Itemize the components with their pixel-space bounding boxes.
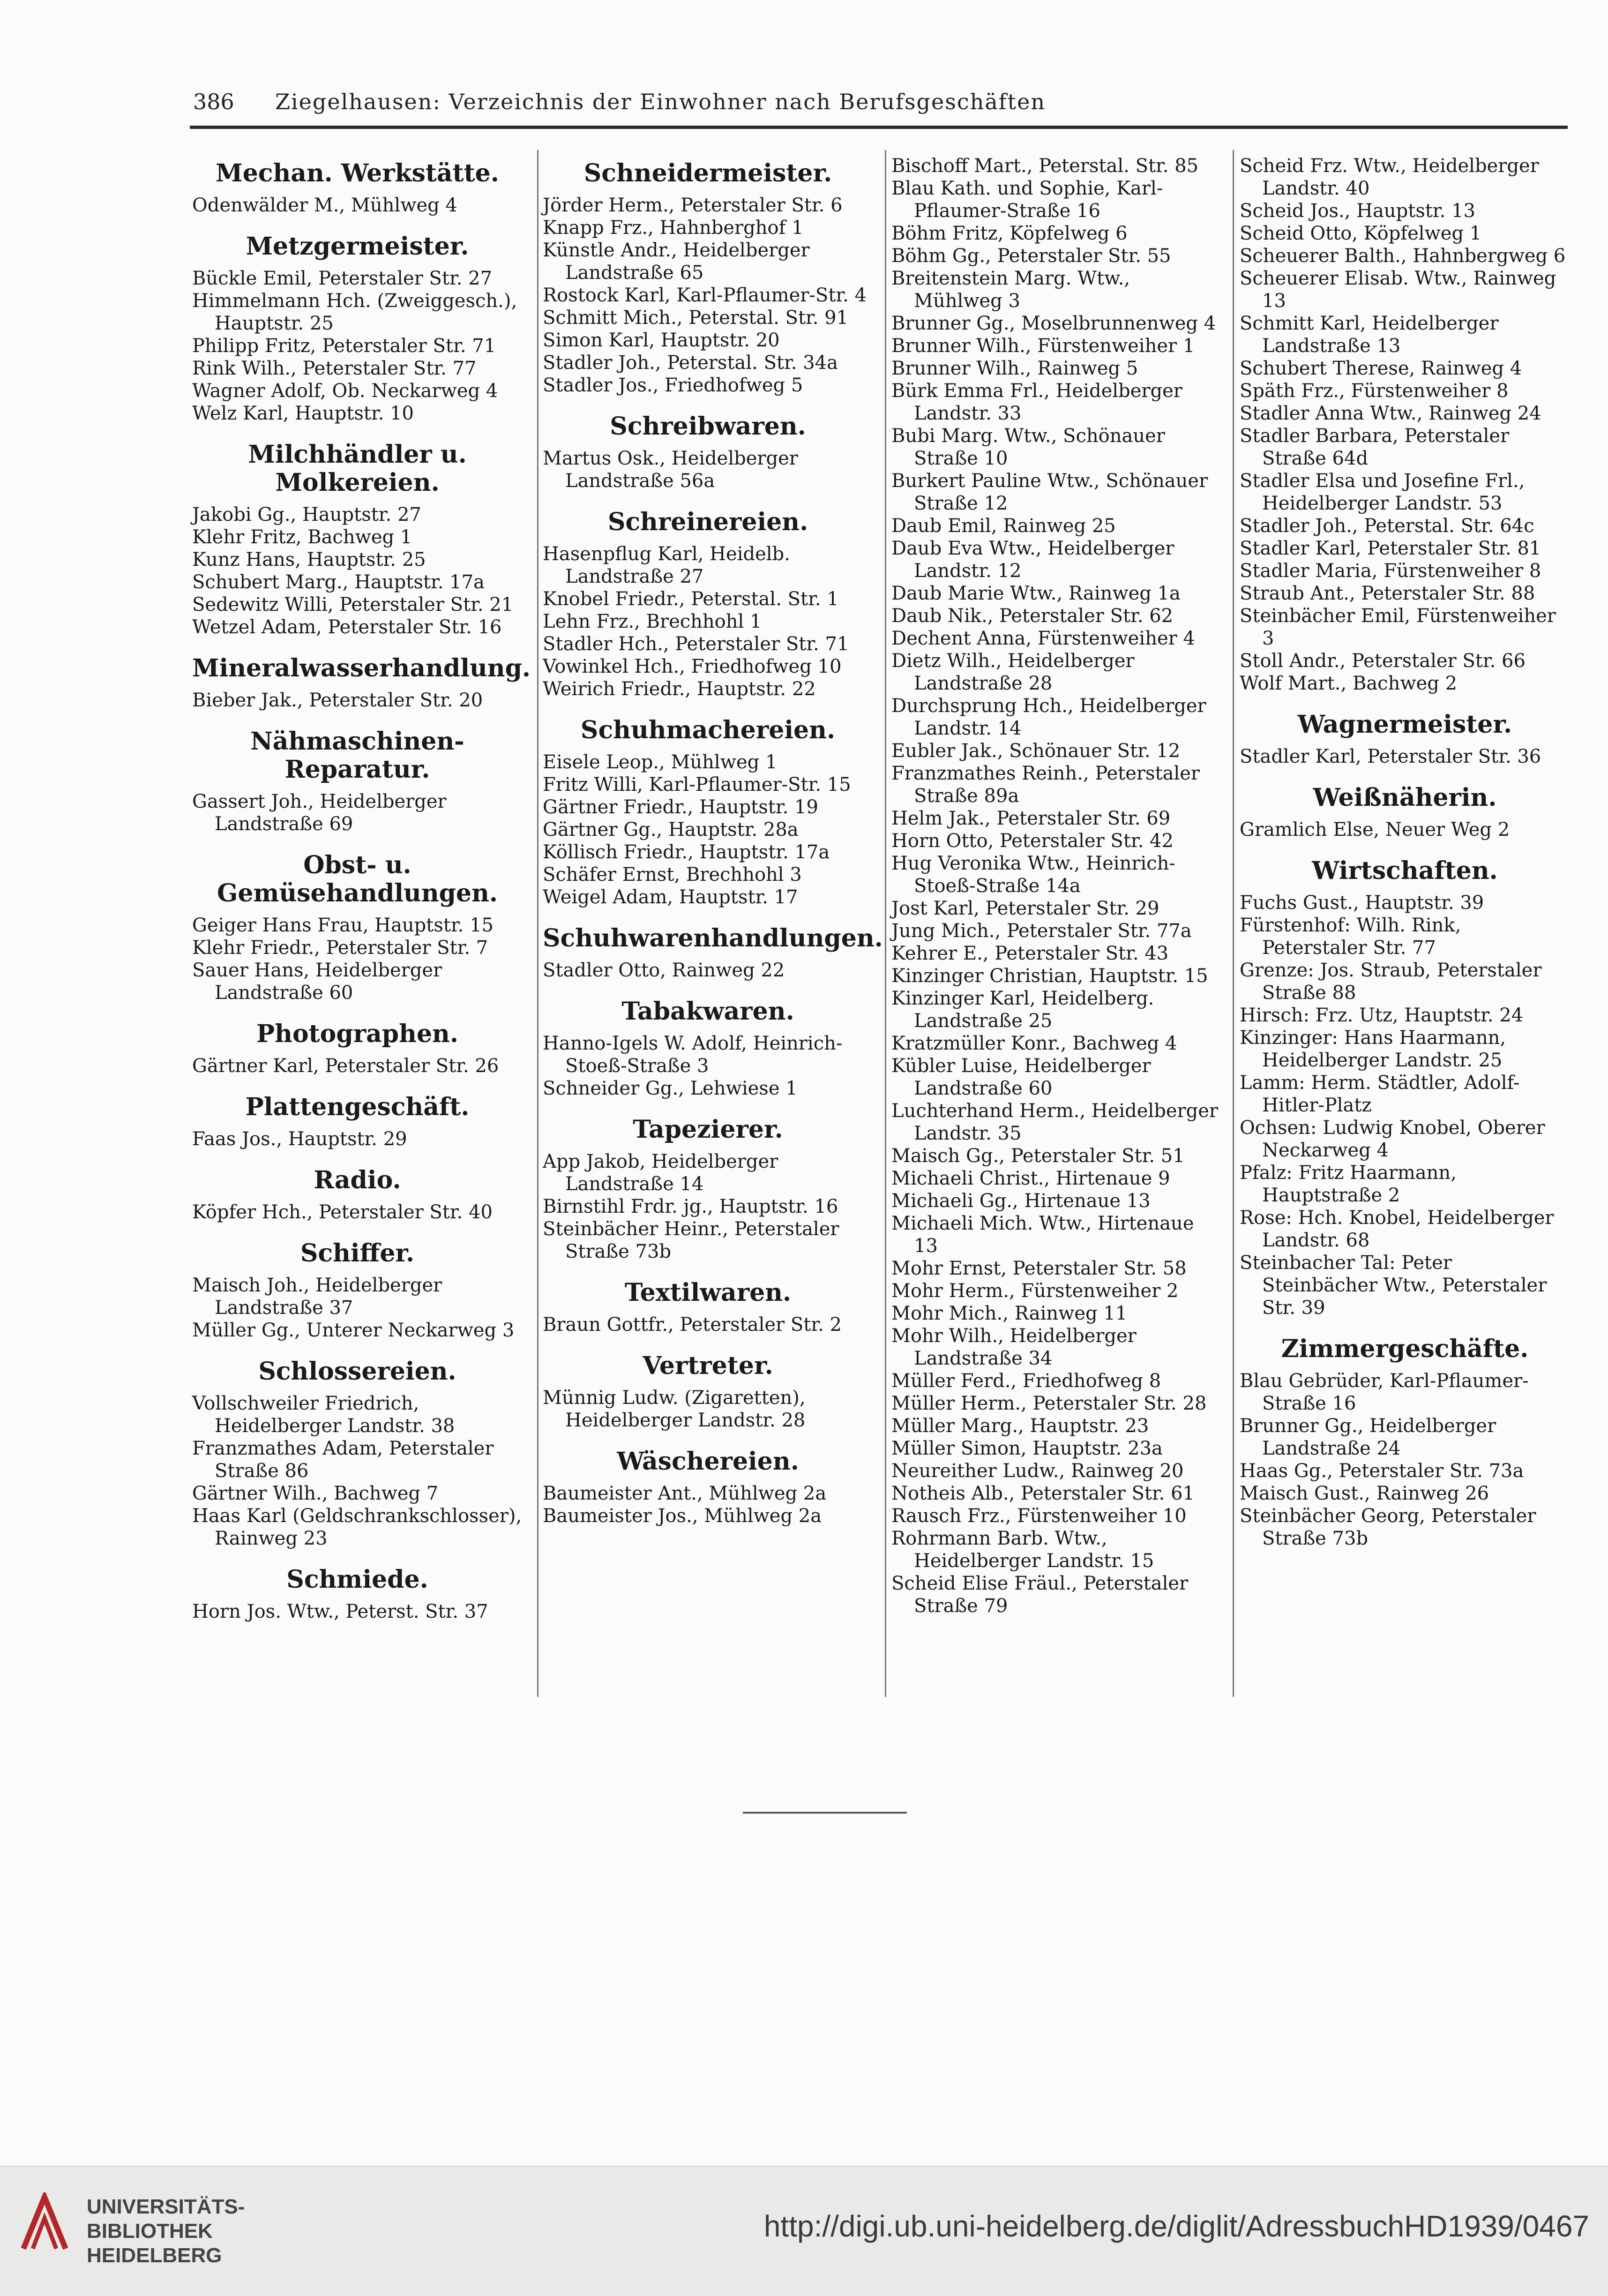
directory-entry: Jung Mich., Peterstaler Str. 77a <box>891 920 1192 942</box>
directory-entry: Stadler Karl, Peterstaler Str. 81 <box>1240 538 1541 559</box>
directory-entry: Straub Ant., Peterstaler Str. 88 <box>1240 583 1535 604</box>
section-title: Plattengeschäft. <box>245 1093 470 1121</box>
section-title: Radio. <box>314 1166 401 1194</box>
directory-entry: Bückle Emil, Peterstaler Str. 27 <box>192 268 493 289</box>
directory-entry: Sedewitz Willi, Peterstaler Str. 21 <box>192 594 514 615</box>
directory-entry: Brunner Gg., Moselbrunnenweg 4 <box>891 313 1216 334</box>
directory-section <box>543 413 873 492</box>
directory-section <box>543 716 873 908</box>
directory-entry: Knobel Friedr., Peterstal. Str. 1 <box>543 588 839 610</box>
directory-section <box>543 508 873 700</box>
directory-entry: Himmelmann Hch. (Zweiggesch.), Hauptstr. 25 <box>192 290 517 334</box>
directory-entry: Durchsprung Hch., Heidelberger Landstr. 14 <box>891 695 1206 739</box>
directory-entry: Simon Karl, Hauptstr. 20 <box>543 330 780 351</box>
library-footer <box>0 2166 1608 2296</box>
directory-section <box>192 1239 523 1342</box>
directory-entry: Stadler Anna Wtw., Rainweg 24 <box>1240 403 1541 424</box>
directory-column-2 <box>543 155 883 1527</box>
directory-entry: Birnstihl Frdr. jg., Hauptstr. 16 <box>543 1196 838 1217</box>
directory-section <box>543 1448 873 1527</box>
directory-entry: Stadler Maria, Fürstenweiher 8 <box>1240 560 1541 582</box>
section-title: Schmiede. <box>286 1565 428 1594</box>
directory-entry: Philipp Fritz, Peterstaler Str. 71 <box>192 335 496 357</box>
directory-section <box>543 159 873 397</box>
directory-entry: Dietz Wilh., Heidelberger Landstraße 28 <box>891 650 1135 694</box>
directory-entry: Brunner Wilh., Fürstenweiher 1 <box>891 335 1195 357</box>
page-title: Ziegelhausen: Verzeichnis der Einwohner nach Berufsgeschäften <box>275 89 1046 114</box>
directory-section <box>192 851 523 1004</box>
directory-entry: Rink Wilh., Peterstaler Str. 77 <box>192 358 477 379</box>
directory-entry: Rose: Hch. Knobel, Heidelberger Landstr. 68 <box>1240 1207 1554 1251</box>
directory-entry: Mohr Mich., Rainweg 11 <box>891 1303 1128 1324</box>
directory-entry: Hanno-Igels W. Adolf, Heinrich-Stoeß-Straße 3 <box>543 1033 843 1077</box>
directory-entry: Münnig Ludw. (Zigaretten), Heidelberger Landstr. 28 <box>543 1387 806 1431</box>
directory-entry: Müller Ferd., Friedhofweg 8 <box>891 1370 1161 1392</box>
directory-column-1 <box>192 155 531 1623</box>
directory-entry: Klehr Fritz, Bachweg 1 <box>192 526 412 548</box>
directory-entry: Braun Gottfr., Peterstaler Str. 2 <box>543 1314 842 1336</box>
directory-entry: Schmitt Mich., Peterstal. Str. 91 <box>543 307 849 329</box>
directory-entry: Brunner Gg., Heidelberger Landstraße 24 <box>1240 1415 1496 1459</box>
directory-entry: Mohr Herm., Fürstenweiher 2 <box>891 1280 1179 1302</box>
directory-entry: Müller Gg., Unterer Neckarweg 3 <box>192 1320 515 1341</box>
directory-entry: Rostock Karl, Karl-Pflaumer-Str. 4 <box>543 285 867 306</box>
directory-entry: Bischoff Mart., Peterstal. Str. 85 <box>891 155 1199 177</box>
directory-entry: Köllisch Friedr., Hauptstr. 17a <box>543 841 830 863</box>
section-title: Schlossereien. <box>258 1357 456 1386</box>
directory-entry: Maisch Gust., Rainweg 26 <box>1240 1483 1489 1504</box>
directory-entry: Stadler Elsa und Josefine Frl., Heidelberger Landstr. 53 <box>1240 470 1525 514</box>
section-title: Schreinereien. <box>607 508 808 536</box>
directory-entry: Daub Eva Wtw., Heidelberger Landstr. 12 <box>891 538 1174 582</box>
directory-entry: Sauer Hans, Heidelberger Landstraße 60 <box>192 960 442 1004</box>
directory-entry: Kinzinger: Hans Haarmann, Heidelberger Landstr. 25 <box>1240 1027 1506 1071</box>
directory-entry: Geiger Hans Frau, Hauptstr. 15 <box>192 915 494 936</box>
directory-entry: Jörder Herm., Peterstaler Str. 6 <box>543 195 843 216</box>
column-divider <box>537 150 538 1697</box>
directory-entry: Mohr Ernst, Peterstaler Str. 58 <box>891 1258 1187 1279</box>
directory-entry: Steinbächer Emil, Fürstenweiher 3 <box>1240 605 1556 649</box>
directory-entry: Neureither Ludw., Rainweg 20 <box>891 1460 1184 1482</box>
directory-entry: Grenze: Jos. Straub, Peterstaler Straße 88 <box>1240 960 1542 1004</box>
directory-section <box>1240 1335 1570 1550</box>
directory-entry: Weigel Adam, Hauptstr. 17 <box>543 886 798 908</box>
directory-entry: App Jakob, Heidelberger Landstraße 14 <box>543 1151 778 1195</box>
directory-entry: Kinzinger Karl, Heidelberg. Landstraße 25 <box>891 988 1154 1032</box>
directory-entry: Stadler Karl, Peterstaler Str. 36 <box>1240 746 1541 767</box>
directory-entry: Odenwälder M., Mühlweg 4 <box>192 195 457 216</box>
directory-section <box>192 728 523 835</box>
directory-section <box>543 1279 873 1336</box>
page-header <box>193 84 1571 122</box>
directory-entry: Fritz Willi, Karl-Pflaumer-Str. 15 <box>543 774 851 795</box>
directory-entry: Brunner Wilh., Rainweg 5 <box>891 358 1138 379</box>
directory-entry: Vowinkel Hch., Friedhofweg 10 <box>543 656 842 677</box>
column-divider <box>1233 150 1234 1697</box>
section-title: Schneidermeister. <box>583 159 832 188</box>
directory-section <box>891 155 1222 1617</box>
directory-entry: Michaeli Mich. Wtw., Hirtenaue 13 <box>891 1213 1194 1257</box>
directory-entry: Michaeli Christ., Hirtenaue 9 <box>891 1168 1170 1189</box>
directory-section <box>543 998 873 1100</box>
library-name <box>87 2195 245 2268</box>
directory-entry: Haas Gg., Peterstaler Str. 73a <box>1240 1460 1524 1482</box>
directory-entry: Vollschweiler Friedrich, Heidelberger Landstr. 38 <box>192 1393 455 1437</box>
directory-entry: Maisch Gg., Peterstaler Str. 51 <box>891 1145 1185 1167</box>
directory-section <box>1240 711 1570 768</box>
directory-section <box>1240 857 1570 1319</box>
directory-entry: Kunz Hans, Hauptstr. 25 <box>192 549 426 570</box>
directory-entry: Knapp Frz., Hahnberghof 1 <box>543 217 804 239</box>
directory-entry: Rausch Frz., Fürstenweiher 10 <box>891 1505 1187 1527</box>
directory-entry: Müller Marg., Hauptstr. 23 <box>891 1415 1149 1437</box>
directory-entry: Rohrmann Barb. Wtw., Heidelberger Landstr. 15 <box>891 1528 1154 1572</box>
directory-section <box>192 1166 523 1223</box>
section-title: Schuhmachereien. <box>580 716 836 744</box>
directory-entry: Bieber Jak., Peterstaler Str. 20 <box>192 690 483 711</box>
directory-entry: Weirich Friedr., Hauptstr. 22 <box>543 678 816 700</box>
directory-entry: Scheid Elise Fräul., Peterstaler Straße 79 <box>891 1573 1189 1617</box>
directory-entry: Böhm Gg., Peterstaler Str. 55 <box>891 245 1171 267</box>
section-title: Nähmaschinen-Reparatur. <box>250 727 464 784</box>
section-title: Vertreter. <box>643 1351 773 1380</box>
directory-entry: Scheuerer Balth., Hahnbergweg 6 <box>1240 245 1566 267</box>
directory-entry: Gramlich Else, Neuer Weg 2 <box>1240 819 1510 840</box>
directory-entry: Kehrer E., Peterstaler Str. 43 <box>891 943 1169 964</box>
directory-entry: Gärtner Gg., Hauptstr. 28a <box>543 819 799 840</box>
directory-entry: Dechent Anna, Fürstenweiher 4 <box>891 628 1195 649</box>
directory-entry: Gärtner Karl, Peterstaler Str. 26 <box>192 1055 499 1077</box>
directory-entry: Kinzinger Christian, Hauptstr. 15 <box>891 965 1208 987</box>
directory-entry: Stadler Barbara, Peterstaler Straße 64d <box>1240 425 1510 469</box>
directory-entry: Eisele Leop., Mühlweg 1 <box>543 751 778 773</box>
directory-section <box>192 1358 523 1550</box>
directory-entry: Franzmathes Reinh., Peterstaler Straße 89a <box>891 763 1200 807</box>
directory-entry: Pfalz: Fritz Haarmann, Hauptstraße 2 <box>1240 1162 1457 1206</box>
directory-entry: Schubert Therese, Rainweg 4 <box>1240 358 1522 379</box>
directory-entry: Fürstenhof: Wilh. Rink, Peterstaler Str. 77 <box>1240 915 1461 959</box>
section-title: Tapezierer. <box>633 1115 783 1144</box>
section-title: Obst- u. Gemüsehandlungen. <box>217 851 498 908</box>
library-logo-icon <box>19 2192 70 2253</box>
directory-entry: Lehn Frz., Brechhohl 1 <box>543 611 762 632</box>
library-name-line: HEIDELBERG <box>87 2244 222 2267</box>
directory-entry: Scheid Otto, Köpfelweg 1 <box>1240 223 1482 244</box>
directory-entry: Steinbächer Heinr., Peterstaler Straße 73b <box>543 1218 839 1262</box>
section-title: Wirtschaften. <box>1312 856 1498 885</box>
directory-section <box>192 1020 523 1077</box>
section-title: Tabakwaren. <box>621 997 794 1026</box>
directory-section <box>192 1093 523 1150</box>
directory-entry: Daub Emil, Rainweg 25 <box>891 515 1116 537</box>
section-title: Textilwaren. <box>624 1278 792 1307</box>
section-title: Mechan. Werkstätte. <box>216 159 499 188</box>
directory-entry: Wolf Mart., Bachweg 2 <box>1240 673 1458 694</box>
directory-section <box>192 159 523 217</box>
directory-entry: Luchterhand Herm., Heidelberger Landstr. 35 <box>891 1100 1219 1144</box>
directory-section <box>1240 784 1570 841</box>
directory-entry: Horn Otto, Peterstaler Str. 42 <box>891 830 1174 852</box>
directory-entry: Martus Osk., Heidelberger Landstraße 56a <box>543 448 798 492</box>
directory-entry: Jost Karl, Peterstaler Str. 29 <box>891 898 1159 919</box>
section-title: Metzgermeister. <box>246 232 469 261</box>
page-number: 386 <box>193 89 234 114</box>
directory-entry: Stoll Andr., Peterstaler Str. 66 <box>1240 650 1526 672</box>
directory-entry: Schneider Gg., Lehwiese 1 <box>543 1078 798 1099</box>
directory-entry: Kübler Luise, Heidelberger Landstraße 60 <box>891 1055 1151 1099</box>
directory-entry: Böhm Fritz, Köpfelweg 6 <box>891 223 1128 244</box>
directory-entry: Künstle Andr., Heidelberger Landstraße 65 <box>543 240 810 284</box>
permalink-url[interactable]: http://digi.ub.uni-heidelberg.de/diglit/AdressbuchHD1939/0467 <box>763 2209 1589 2243</box>
directory-entry: Stadler Joh., Peterstal. Str. 34a <box>543 352 838 374</box>
directory-entry: Stadler Jos., Friedhofweg 5 <box>543 375 803 396</box>
section-title: Photographen. <box>256 1020 458 1048</box>
directory-entry: Schmitt Karl, Heidelberger Landstraße 13 <box>1240 313 1499 357</box>
directory-entry: Horn Jos. Wtw., Peterst. Str. 37 <box>192 1601 488 1622</box>
directory-entry: Späth Frz., Fürstenweiher 8 <box>1240 380 1509 402</box>
directory-entry: Haas Karl (Geldschrankschlosser), Rainweg 23 <box>192 1505 522 1549</box>
directory-entry: Köpfer Hch., Peterstaler Str. 40 <box>192 1201 493 1223</box>
directory-entry: Müller Simon, Hauptstr. 23a <box>891 1438 1163 1459</box>
directory-entry: Scheid Jos., Hauptstr. 13 <box>1240 200 1475 222</box>
directory-entry: Gärtner Wilh., Bachweg 7 <box>192 1483 439 1504</box>
directory-entry: Jakobi Gg., Hauptstr. 27 <box>192 504 421 525</box>
section-title: Mineralwasserhandlung. <box>192 654 531 683</box>
directory-section <box>543 1352 873 1432</box>
directory-entry: Bürk Emma Frl., Heidelberger Landstr. 33 <box>891 380 1182 424</box>
section-title: Schuhwarenhandlungen. <box>543 924 883 953</box>
directory-entry: Daub Marie Wtw., Rainweg 1a <box>891 583 1181 604</box>
directory-entry: Klehr Friedr., Peterstaler Str. 7 <box>192 937 488 959</box>
directory-entry: Ochsen: Ludwig Knobel, Oberer Neckarweg 4 <box>1240 1117 1545 1161</box>
directory-entry: Hasenpflug Karl, Heidelb. Landstraße 27 <box>543 543 790 587</box>
directory-entry: Daub Nik., Peterstaler Str. 62 <box>891 605 1174 627</box>
directory-section <box>192 233 523 425</box>
directory-entry: Eubler Jak., Schönauer Str. 12 <box>891 740 1181 762</box>
directory-entry: Steinbacher Tal: Peter Steinbächer Wtw., Peterstaler Str. 39 <box>1240 1252 1547 1319</box>
directory-entry: Baumeister Ant., Mühlweg 2a <box>543 1483 827 1504</box>
directory-entry: Scheuerer Elisab. Wtw., Rainweg 13 <box>1240 268 1556 312</box>
directory-entry: Müller Herm., Peterstaler Str. 28 <box>891 1393 1207 1414</box>
section-title: Schreibwaren. <box>610 412 806 441</box>
directory-entry: Stadler Joh., Peterstal. Str. 64c <box>1240 515 1534 537</box>
directory-entry: Burkert Pauline Wtw., Schönauer Straße 12 <box>891 470 1208 514</box>
directory-section <box>1240 155 1570 695</box>
directory-entry: Gärtner Friedr., Hauptstr. 19 <box>543 796 818 818</box>
directory-column-4 <box>1240 155 1570 1550</box>
end-rule <box>743 1812 907 1814</box>
directory-entry: Hirsch: Frz. Utz, Hauptstr. 24 <box>1240 1005 1524 1026</box>
section-title: Schiffer. <box>300 1239 415 1268</box>
header-rule <box>190 126 1568 129</box>
directory-entry: Lamm: Herm. Städtler, Adolf-Hitler-Platz <box>1240 1072 1520 1116</box>
directory-entry: Hug Veronika Wtw., Heinrich-Stoeß-Straße 14a <box>891 853 1175 897</box>
directory-entry: Wetzel Adam, Peterstaler Str. 16 <box>192 616 502 638</box>
section-title: Wagnermeister. <box>1297 710 1512 739</box>
directory-entry: Stadler Hch., Peterstaler Str. 71 <box>543 633 849 655</box>
directory-entry: Blau Gebrüder, Karl-Pflaumer-Straße 16 <box>1240 1370 1529 1414</box>
library-name-line: UNIVERSITÄTS- <box>87 2195 245 2218</box>
directory-section <box>192 441 523 638</box>
section-title: Weißnäherin. <box>1313 783 1497 812</box>
directory-entry: Blau Kath. und Sophie, Karl-Pflaumer-Straße 16 <box>891 178 1163 222</box>
directory-entry: Faas Jos., Hauptstr. 29 <box>192 1128 407 1150</box>
directory-section <box>543 1116 873 1263</box>
directory-entry: Franzmathes Adam, Peterstaler Straße 86 <box>192 1438 494 1482</box>
directory-entry: Schubert Marg., Hauptstr. 17a <box>192 571 485 593</box>
directory-entry: Scheid Frz. Wtw., Heidelberger Landstr. 40 <box>1240 155 1539 199</box>
directory-section <box>192 654 531 712</box>
column-divider <box>885 150 886 1697</box>
directory-entry: Mohr Wilh., Heidelberger Landstraße 34 <box>891 1325 1137 1369</box>
directory-entry: Fuchs Gust., Hauptstr. 39 <box>1240 892 1484 914</box>
directory-section <box>192 1566 523 1623</box>
library-name-line: BIBLIOTHEK <box>87 2220 213 2243</box>
directory-entry: Maisch Joh., Heidelberger Landstraße 37 <box>192 1275 442 1319</box>
directory-entry: Steinbächer Georg, Peterstaler Straße 73b <box>1240 1505 1536 1549</box>
directory-entry: Wagner Adolf, Ob. Neckarweg 4 <box>192 380 498 402</box>
section-title: Zimmergeschäfte. <box>1281 1335 1529 1363</box>
directory-entry: Schäfer Ernst, Brechhohl 3 <box>543 864 802 885</box>
directory-entry: Bubi Marg. Wtw., Schönauer Straße 10 <box>891 425 1165 469</box>
directory-entry: Stadler Otto, Rainweg 22 <box>543 960 785 981</box>
directory-entry: Notheis Alb., Peterstaler Str. 61 <box>891 1483 1195 1504</box>
directory-column-3 <box>891 155 1222 1617</box>
directory-entry: Welz Karl, Hauptstr. 10 <box>192 403 414 424</box>
section-title: Wäschereien. <box>617 1447 799 1476</box>
directory-entry: Helm Jak., Peterstaler Str. 69 <box>891 808 1171 829</box>
directory-entry: Baumeister Jos., Mühlweg 2a <box>543 1505 822 1527</box>
directory-entry: Breitenstein Marg. Wtw., Mühlweg 3 <box>891 268 1130 312</box>
section-title: Milchhändler u. Molkereien. <box>248 440 467 497</box>
directory-entry: Gassert Joh., Heidelberger Landstraße 69 <box>192 791 447 835</box>
directory-entry: Michaeli Gg., Hirtenaue 13 <box>891 1190 1151 1212</box>
directory-entry: Kratzmüller Konr., Bachweg 4 <box>891 1033 1177 1054</box>
directory-section <box>543 924 883 982</box>
